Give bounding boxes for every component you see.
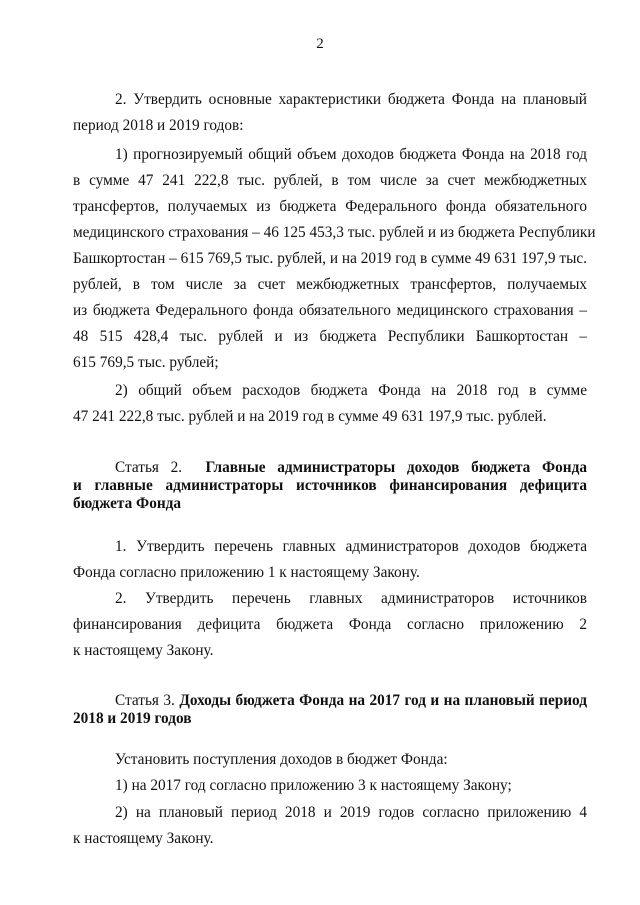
article2-p1-line1: 1. Утвердить перечень главных администраторов доходов бюджета [115,538,587,555]
article3-prefix: Статья 3. [115,692,175,709]
article3-title-line2: 2018 и 2019 годов [73,710,192,727]
para2-line2: период 2018 и 2019 годов: [73,117,244,134]
article3-item1: 1) на 2017 год согласно приложению 3 к настоящему Закону; [115,777,512,794]
article3-heading-line1 [115,692,587,710]
article3-intro: Установить поступления доходов в бюджет Фонда: [115,751,448,768]
article2-prefix: Статья 2. [115,459,183,476]
article3-item2-line1: 2) на плановый период 2018 и 2019 годов согласно приложению 4 [115,804,587,821]
item1-line8: 48 515 428,4 тыс. рублей и из бюджета Республики Башкортостан – [73,328,587,345]
article2-p2-line3: к настоящему Закону. [73,642,214,659]
item2-line2: 47 241 222,8 тыс. рублей и на 2019 год в сумме 49 631 197,9 тыс. рублей. [73,408,547,425]
article2-title-part1: Главные администраторы доходов бюджета Фонда [205,459,588,476]
item1-line9: 615 769,5 тыс. рублей; [73,354,219,371]
item1-line2: в сумме 47 241 222,8 тыс. рублей, в том числе за счет межбюджетных [73,172,587,189]
item1-line1: 1) прогнозируемый общий объем доходов бюджета Фонда на 2018 год [115,146,587,163]
item1-line6: рублей, в том числе за счет межбюджетных трансфертов, получаемых [73,276,587,293]
article2-heading-line1 [115,459,587,477]
article3-title-part1: Доходы бюджета Фонда на 2017 год и на плановый период [179,692,587,709]
article2-title-line3: бюджета Фонда [73,495,182,512]
item1-line3: трансфертов, получаемых из бюджета Федерального фонда обязательного [73,198,587,215]
page-number: 2 [316,36,324,52]
article3-item2-line2: к настоящему Закону. [73,830,214,847]
para2-line1: 2. Утвердить основные характеристики бюджета Фонда на плановый [115,91,587,108]
item1-line5: Башкортостан – 615 769,5 тыс. рублей, и на 2019 год в сумме 49 631 197,9 тыс. [73,250,587,267]
article2-title-line2: и главные администраторы источников финансирования дефицита [73,477,587,494]
article2-p2-line1: 2. Утвердить перечень главных администраторов источников [115,590,587,607]
article2-p1-line2: Фонда согласно приложению 1 к настоящему Закону. [73,564,420,581]
item1-line7: из бюджета Федерального фонда обязательного медицинского страхования – [73,302,587,319]
item1-line4: медицинского страхования – 46 125 453,3 тыс. рублей и из бюджета Республики [73,224,596,241]
article2-p2-line2: финансирования дефицита бюджета Фонда согласно приложению 2 [73,616,587,633]
item2-line1: 2) общий объем расходов бюджета Фонда на 2018 год в сумме [115,382,587,399]
